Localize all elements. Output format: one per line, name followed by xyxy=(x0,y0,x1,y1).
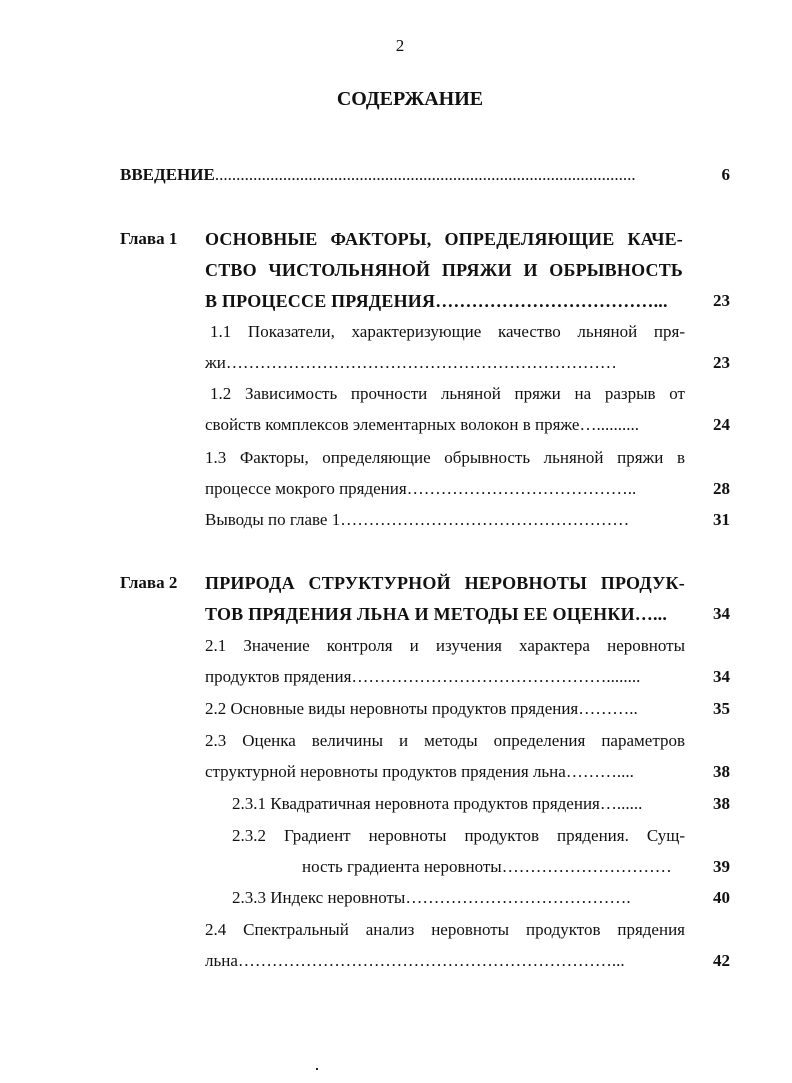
toc-intro-dots: ................................................................................................... xyxy=(214,165,636,184)
toc-1-3-line1[interactable]: 1.3 Факторы, определяющие обрывность льняной пряжи в xyxy=(205,448,685,467)
toc-2-4-page: 42 xyxy=(713,951,730,970)
page-title: СОДЕРЖАНИЕ xyxy=(336,88,484,110)
toc-1-1-page: 23 xyxy=(713,353,730,372)
chapter1-title-page: 23 xyxy=(713,291,730,310)
toc-intro-page: 6 xyxy=(721,165,730,184)
toc-intro-label: ВВЕДЕНИЕ xyxy=(120,165,215,184)
chapter1-label: Глава 1 xyxy=(120,229,178,248)
chapter2-title-line2[interactable]: ТОВ ПРЯДЕНИЯ ЛЬНА И МЕТОДЫ ЕЕ ОЦЕНКИ…... xyxy=(205,604,668,624)
chapter2-title-page: 34 xyxy=(713,604,730,623)
toc-2-3-3[interactable]: 2.3.3 Индекс неровноты…………………………………. xyxy=(232,888,631,907)
toc-1-3-line2[interactable]: процессе мокрого прядения………………………………….. xyxy=(205,479,637,498)
toc-2-3-line1[interactable]: 2.3 Оценка величины и методы определения параметров xyxy=(205,731,685,750)
toc-1-1-line1[interactable]: 1.1 Показатели, характеризующие качество льняной пря- xyxy=(210,322,685,341)
scan-speck xyxy=(316,1068,318,1070)
toc-1-2-line2[interactable]: свойств комплексов элементарных волокон в пряже….......... xyxy=(205,415,639,434)
toc-2-4-line2[interactable]: льна…………………………………………………………... xyxy=(205,951,625,970)
toc-2-3-1[interactable]: 2.3.1 Квадратичная неровнота продуктов прядения…...... xyxy=(232,794,643,813)
toc-2-2[interactable]: 2.2 Основные виды неровноты продуктов прядения……….. xyxy=(205,699,638,718)
toc-2-3-2-page: 39 xyxy=(713,857,730,876)
chapter1-title-line1[interactable]: ОСНОВНЫЕ ФАКТОРЫ, ОПРЕДЕЛЯЮЩИЕ КАЧЕ- xyxy=(205,229,683,249)
page-number: 2 xyxy=(395,36,405,55)
toc-2-1-page: 34 xyxy=(713,667,730,686)
toc-2-3-1-page: 38 xyxy=(713,794,730,813)
toc-2-3-2-line1[interactable]: 2.3.2 Градиент неровноты продуктов прядения. Сущ- xyxy=(232,826,685,845)
toc-1-2-page: 24 xyxy=(713,415,730,434)
chapter1-title-line2[interactable]: СТВО ЧИСТОЛЬНЯНОЙ ПРЯЖИ И ОБРЫВНОСТЬ xyxy=(205,260,683,280)
toc-1-conclusions-page: 31 xyxy=(713,510,730,529)
chapter1-title-line3[interactable]: В ПРОЦЕССЕ ПРЯДЕНИЯ………………………………... xyxy=(205,291,668,311)
chapter2-title-line1[interactable]: ПРИРОДА СТРУКТУРНОЙ НЕРОВНОТЫ ПРОДУК- xyxy=(205,573,685,593)
toc-2-3-3-page: 40 xyxy=(713,888,730,907)
toc-1-2-line1[interactable]: 1.2 Зависимость прочности льняной пряжи на разрыв от xyxy=(210,384,685,403)
toc-2-3-2-line2[interactable]: ность градиента неровноты………………………… xyxy=(302,857,672,876)
chapter2-label: Глава 2 xyxy=(120,573,178,592)
toc-2-1-line2[interactable]: продуктов прядения………………………………………........ xyxy=(205,667,641,686)
toc-1-conclusions[interactable]: Выводы по главе 1…………………………………………… xyxy=(205,510,630,529)
toc-2-4-line1[interactable]: 2.4 Спектральный анализ неровноты продуктов прядения xyxy=(205,920,685,939)
toc-2-3-line2[interactable]: структурной неровноты продуктов прядения льна……….... xyxy=(205,762,634,781)
toc-2-2-page: 35 xyxy=(713,699,730,718)
toc-2-3-page: 38 xyxy=(713,762,730,781)
toc-1-1-line2[interactable]: жи…………………………………………………………… xyxy=(205,353,617,372)
toc-1-3-page: 28 xyxy=(713,479,730,498)
toc-intro[interactable] xyxy=(120,164,682,186)
toc-2-1-line1[interactable]: 2.1 Значение контроля и изучения характера неровноты xyxy=(205,636,685,655)
